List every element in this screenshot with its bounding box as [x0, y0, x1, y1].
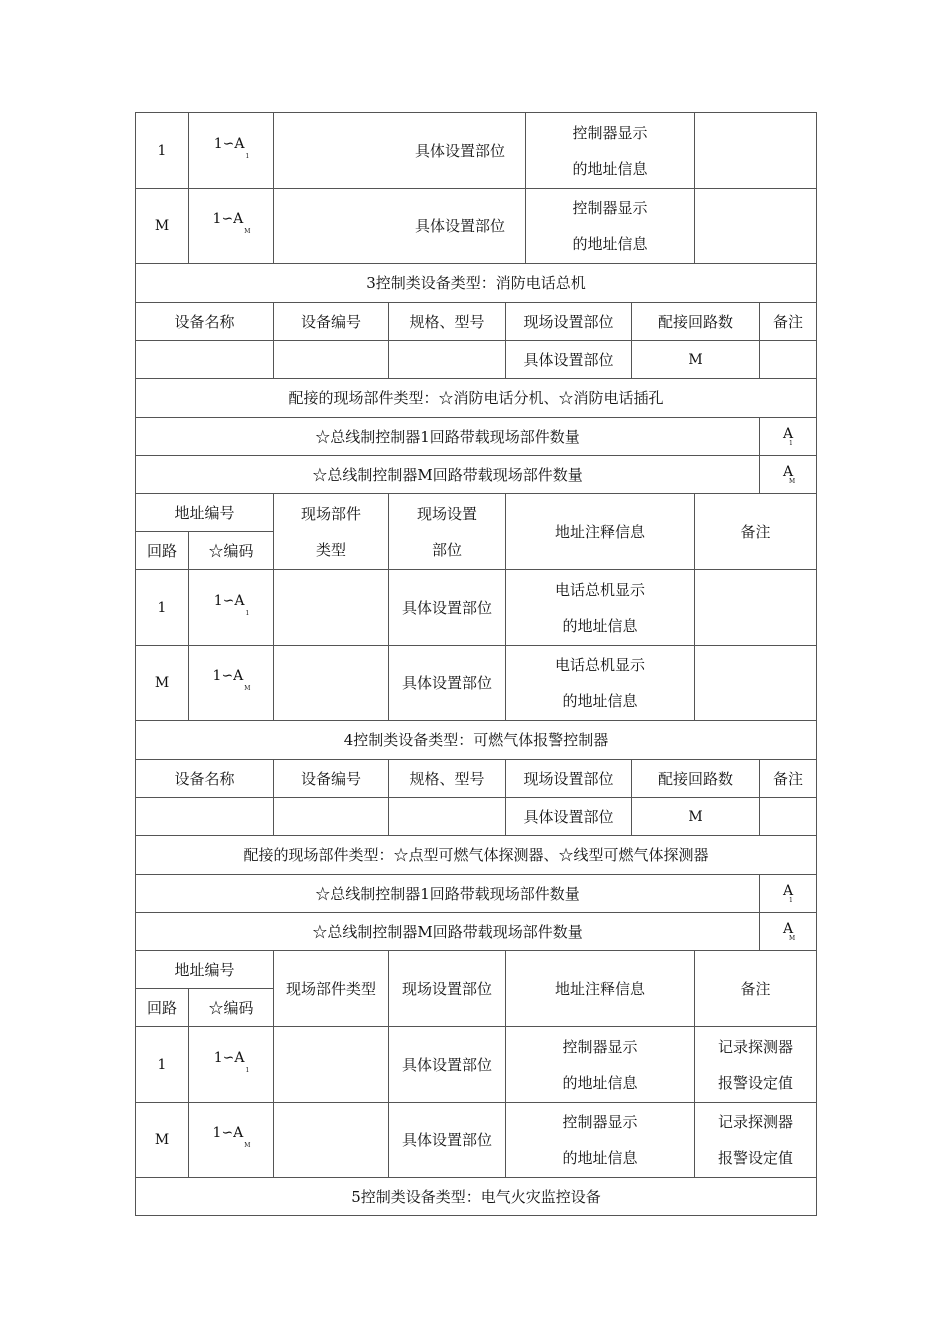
code-cell — [189, 1027, 274, 1103]
part-type-cell — [274, 1103, 389, 1178]
count-row — [136, 456, 817, 494]
code-subscript: M — [244, 1142, 251, 1149]
header-site-location-line2: 部位 — [431, 540, 462, 559]
code-subscript: M — [244, 685, 251, 692]
loop-cell: 1 — [136, 113, 189, 189]
remark-cell — [695, 570, 817, 646]
code-cell — [189, 113, 274, 189]
table-row — [136, 1103, 817, 1178]
header-spec-model: 规格、型号 — [389, 303, 506, 341]
device-row — [136, 798, 817, 836]
header-site-location: 现场设置部位 — [506, 760, 632, 798]
count-symbol: A — [782, 920, 794, 937]
section-title-row — [136, 721, 817, 760]
count-symbol: A — [782, 882, 794, 899]
remark-cell — [695, 646, 817, 721]
section-title: 5控制类设备类型：电气火灾监控设备 — [136, 1178, 817, 1216]
table-row — [136, 113, 817, 189]
loop-count-cell: M — [632, 798, 760, 836]
address-info-line2: 的地址信息 — [572, 235, 648, 253]
count-subscript: 1 — [788, 439, 793, 447]
count-subscript: M — [788, 477, 796, 485]
address-info-line1: 电话总机显示 — [555, 580, 646, 599]
header-remark: 备注 — [695, 494, 817, 570]
device-header-row — [136, 303, 817, 341]
parts-type-row — [136, 379, 817, 418]
address-info-cell — [506, 570, 695, 646]
device-name-cell — [136, 798, 274, 836]
header-loop-count: 配接回路数 — [632, 303, 760, 341]
equipment-table — [135, 112, 817, 1216]
code-value: 1∽A — [212, 1125, 244, 1141]
device-number-cell — [274, 798, 389, 836]
header-address-number: 地址编号 — [136, 951, 274, 989]
address-info-line1: 电话总机显示 — [555, 656, 646, 674]
device-header-row — [136, 760, 817, 798]
table-row — [136, 189, 817, 264]
address-info-cell — [526, 113, 695, 189]
part-type-cell — [274, 570, 389, 646]
loop1-count-label: ☆总线制控制器1回路带载现场部件数量 — [136, 418, 760, 456]
header-part-type: 现场部件类型 — [274, 951, 389, 1027]
address-info-line1: 控制器显示 — [572, 123, 648, 142]
parts-type-row — [136, 836, 817, 875]
header-code: ☆编码 — [189, 989, 274, 1027]
table-row — [136, 646, 817, 721]
location-cell: 具体设置部位 — [389, 1103, 506, 1178]
address-info-line1: 控制器显示 — [562, 1113, 638, 1131]
remark-cell — [695, 113, 817, 189]
location-cell: 具体设置部位 — [389, 1027, 506, 1103]
site-location-cell: 具体设置部位 — [506, 798, 632, 836]
spec-model-cell — [389, 341, 506, 379]
parts-type-text: 配接的现场部件类型：☆消防电话分机、☆消防电话插孔 — [136, 379, 817, 418]
address-info-cell — [506, 1103, 695, 1178]
loop-count-cell: M — [632, 341, 760, 379]
code-subscript: 1 — [245, 152, 250, 160]
header-loop-count: 配接回路数 — [632, 760, 760, 798]
code-value: 1∽A — [213, 1049, 245, 1066]
document-page — [135, 112, 816, 1216]
device-name-cell — [136, 341, 274, 379]
header-remark: 备注 — [695, 951, 817, 1027]
address-info-cell — [506, 1027, 695, 1103]
location-cell: 具体设置部位 — [389, 646, 506, 721]
count-subscript: 1 — [788, 896, 793, 904]
header-site-location: 现场设置部位 — [506, 303, 632, 341]
header-site-location: 现场设置部位 — [389, 951, 506, 1027]
count-symbol: A — [782, 425, 794, 442]
site-location-cell: 具体设置部位 — [506, 341, 632, 379]
loop-cell: M — [136, 189, 189, 264]
remark-cell — [695, 1027, 817, 1103]
header-loop: 回路 — [136, 989, 189, 1027]
location-cell: 具体设置部位 — [274, 189, 526, 264]
remark-line2: 报警设定值 — [718, 1149, 794, 1167]
loopM-count-value — [760, 456, 817, 494]
loop-cell: M — [136, 1103, 189, 1178]
header-loop: 回路 — [136, 532, 189, 570]
table-row — [136, 1027, 817, 1103]
code-subscript: M — [244, 228, 251, 235]
header-address-note: 地址注释信息 — [506, 494, 695, 570]
code-subscript: 1 — [245, 609, 250, 617]
loopM-count-label: ☆总线制控制器M回路带载现场部件数量 — [136, 456, 760, 494]
location-cell: 具体设置部位 — [274, 113, 526, 189]
header-address-number: 地址编号 — [136, 494, 274, 532]
section-title-row — [136, 264, 817, 303]
code-cell — [189, 570, 274, 646]
remark-line1: 记录探测器 — [718, 1113, 794, 1131]
header-site-location-line1: 现场设置 — [416, 504, 477, 523]
code-cell — [189, 646, 274, 721]
count-subscript: M — [788, 934, 796, 942]
header-device-name: 设备名称 — [136, 760, 274, 798]
loop1-count-value — [760, 875, 817, 913]
header-device-number: 设备编号 — [274, 303, 389, 341]
loop1-count-value — [760, 418, 817, 456]
address-info-line1: 控制器显示 — [572, 199, 648, 217]
address-info-line1: 控制器显示 — [562, 1037, 638, 1056]
code-value: 1∽A — [213, 592, 245, 609]
address-info-line2: 的地址信息 — [562, 1073, 638, 1092]
count-row — [136, 875, 817, 913]
address-info-cell — [506, 646, 695, 721]
parts-type-text: 配接的现场部件类型：☆点型可燃气体探测器、☆线型可燃气体探测器 — [136, 836, 817, 875]
remark-cell — [760, 341, 817, 379]
remark-line1: 记录探测器 — [718, 1037, 794, 1056]
section-title-row — [136, 1178, 817, 1216]
code-subscript: 1 — [245, 1066, 250, 1074]
header-device-number: 设备编号 — [274, 760, 389, 798]
code-value: 1∽A — [213, 135, 245, 152]
code-value: 1∽A — [212, 211, 244, 227]
loop1-count-label: ☆总线制控制器1回路带载现场部件数量 — [136, 875, 760, 913]
device-row — [136, 341, 817, 379]
header-site-location — [389, 494, 506, 570]
header-part-type — [274, 494, 389, 570]
remark-line2: 报警设定值 — [718, 1073, 794, 1092]
spec-model-cell — [389, 798, 506, 836]
loop-cell: M — [136, 646, 189, 721]
count-row — [136, 913, 817, 951]
loop-cell: 1 — [136, 570, 189, 646]
address-header-row — [136, 494, 817, 532]
address-info-line2: 的地址信息 — [562, 616, 638, 635]
section-title: 4控制类设备类型：可燃气体报警控制器 — [136, 721, 817, 760]
code-cell — [189, 189, 274, 264]
device-number-cell — [274, 341, 389, 379]
code-value: 1∽A — [212, 668, 244, 684]
section-title: 3控制类设备类型：消防电话总机 — [136, 264, 817, 303]
address-info-line2: 的地址信息 — [572, 159, 648, 178]
header-device-name: 设备名称 — [136, 303, 274, 341]
table-row — [136, 570, 817, 646]
loop-cell: 1 — [136, 1027, 189, 1103]
header-code: ☆编码 — [189, 532, 274, 570]
loopM-count-label: ☆总线制控制器M回路带载现场部件数量 — [136, 913, 760, 951]
address-info-line2: 的地址信息 — [562, 692, 638, 710]
location-cell: 具体设置部位 — [389, 570, 506, 646]
code-cell — [189, 1103, 274, 1178]
part-type-cell — [274, 1027, 389, 1103]
header-part-type-line1: 现场部件 — [300, 504, 361, 523]
address-info-line2: 的地址信息 — [562, 1149, 638, 1167]
part-type-cell — [274, 646, 389, 721]
count-row — [136, 418, 817, 456]
header-address-note: 地址注释信息 — [506, 951, 695, 1027]
address-info-cell — [526, 189, 695, 264]
header-spec-model: 规格、型号 — [389, 760, 506, 798]
header-remark: 备注 — [760, 303, 817, 341]
remark-cell — [760, 798, 817, 836]
remark-cell — [695, 189, 817, 264]
header-remark: 备注 — [760, 760, 817, 798]
loopM-count-value — [760, 913, 817, 951]
remark-cell — [695, 1103, 817, 1178]
count-symbol: A — [782, 463, 794, 480]
header-part-type-line2: 类型 — [315, 540, 346, 559]
address-header-row — [136, 951, 817, 989]
